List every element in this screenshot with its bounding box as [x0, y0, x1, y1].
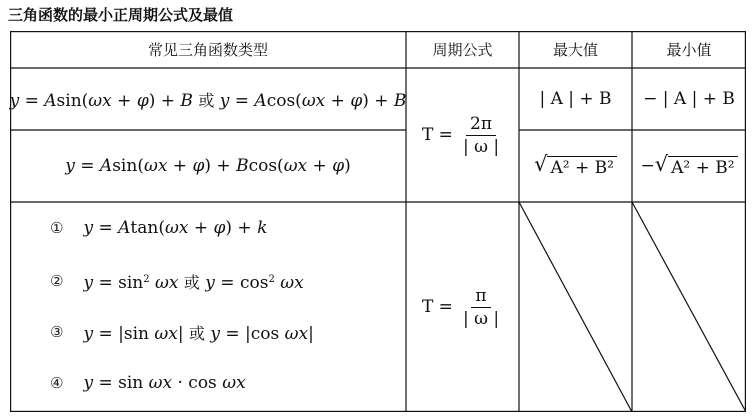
period-numerator: 2π — [466, 114, 496, 136]
min-diagonal-slash — [632, 202, 746, 412]
period-lhs: T = — [421, 125, 453, 145]
max-diagonal-slash — [519, 202, 632, 412]
period-fraction — [459, 114, 503, 157]
circled-number-4: ④ — [50, 374, 64, 392]
period-denominator: | ω | — [462, 136, 500, 157]
period-denominator: | ω | — [462, 308, 500, 329]
header-max-value: 最大值 — [552, 41, 598, 59]
circled-number-2: ② — [50, 272, 64, 290]
max-value-row1: | A | + B — [539, 89, 612, 109]
list-item-product: ④ y = sin ωx · cos ωx — [50, 373, 246, 393]
header-min-value: 最小值 — [666, 41, 712, 59]
radicand: A² + B² — [668, 156, 737, 179]
function-type-sin-or-cos: y = Asin(ωx + φ) + B 或 y = Acos(ωx + φ) + B — [9, 90, 407, 111]
radicand: A² + B² — [547, 156, 616, 179]
list-item-absolute: ③ y = |sin ωx| 或 y = |cos ωx| — [50, 323, 314, 344]
or-connector: 或 — [198, 90, 215, 110]
header-period-formula: 周期公式 — [432, 41, 493, 59]
function-type-sin-plus-cos: y = Asin(ωx + φ) + Bcos(ωx + φ) — [65, 156, 351, 176]
minus-sign: − — [640, 156, 655, 176]
period-numerator: π — [471, 286, 490, 308]
or-connector: 或 — [188, 323, 205, 343]
formula-table — [10, 31, 746, 412]
period-lhs: T = — [421, 297, 453, 317]
list-item-tan: ① y = Atan(ωx + φ) + k — [50, 218, 268, 238]
header-function-type: 常见三角函数类型 — [147, 41, 268, 59]
min-value-row2 — [632, 130, 746, 202]
period-formula-pi — [406, 202, 519, 412]
list-item-squares: ② $y = \sin^2 \omega x$ 或 $y = \cos^2 \omega x$ — [50, 272, 304, 293]
min-value-row1: − | A | + B — [643, 89, 735, 109]
page-title: 三角函数的最小正周期公式及最值 — [8, 6, 234, 24]
period-fraction — [459, 286, 503, 329]
circled-number-3: ③ — [50, 323, 64, 341]
period-formula-2pi — [406, 68, 519, 202]
sqrt-expression: √ A² + B² — [534, 153, 617, 179]
max-value-row2 — [519, 130, 632, 202]
or-connector: 或 — [183, 272, 200, 292]
circled-number-1: ① — [50, 219, 64, 237]
sqrt-expression: √ A² + B² — [655, 153, 738, 179]
